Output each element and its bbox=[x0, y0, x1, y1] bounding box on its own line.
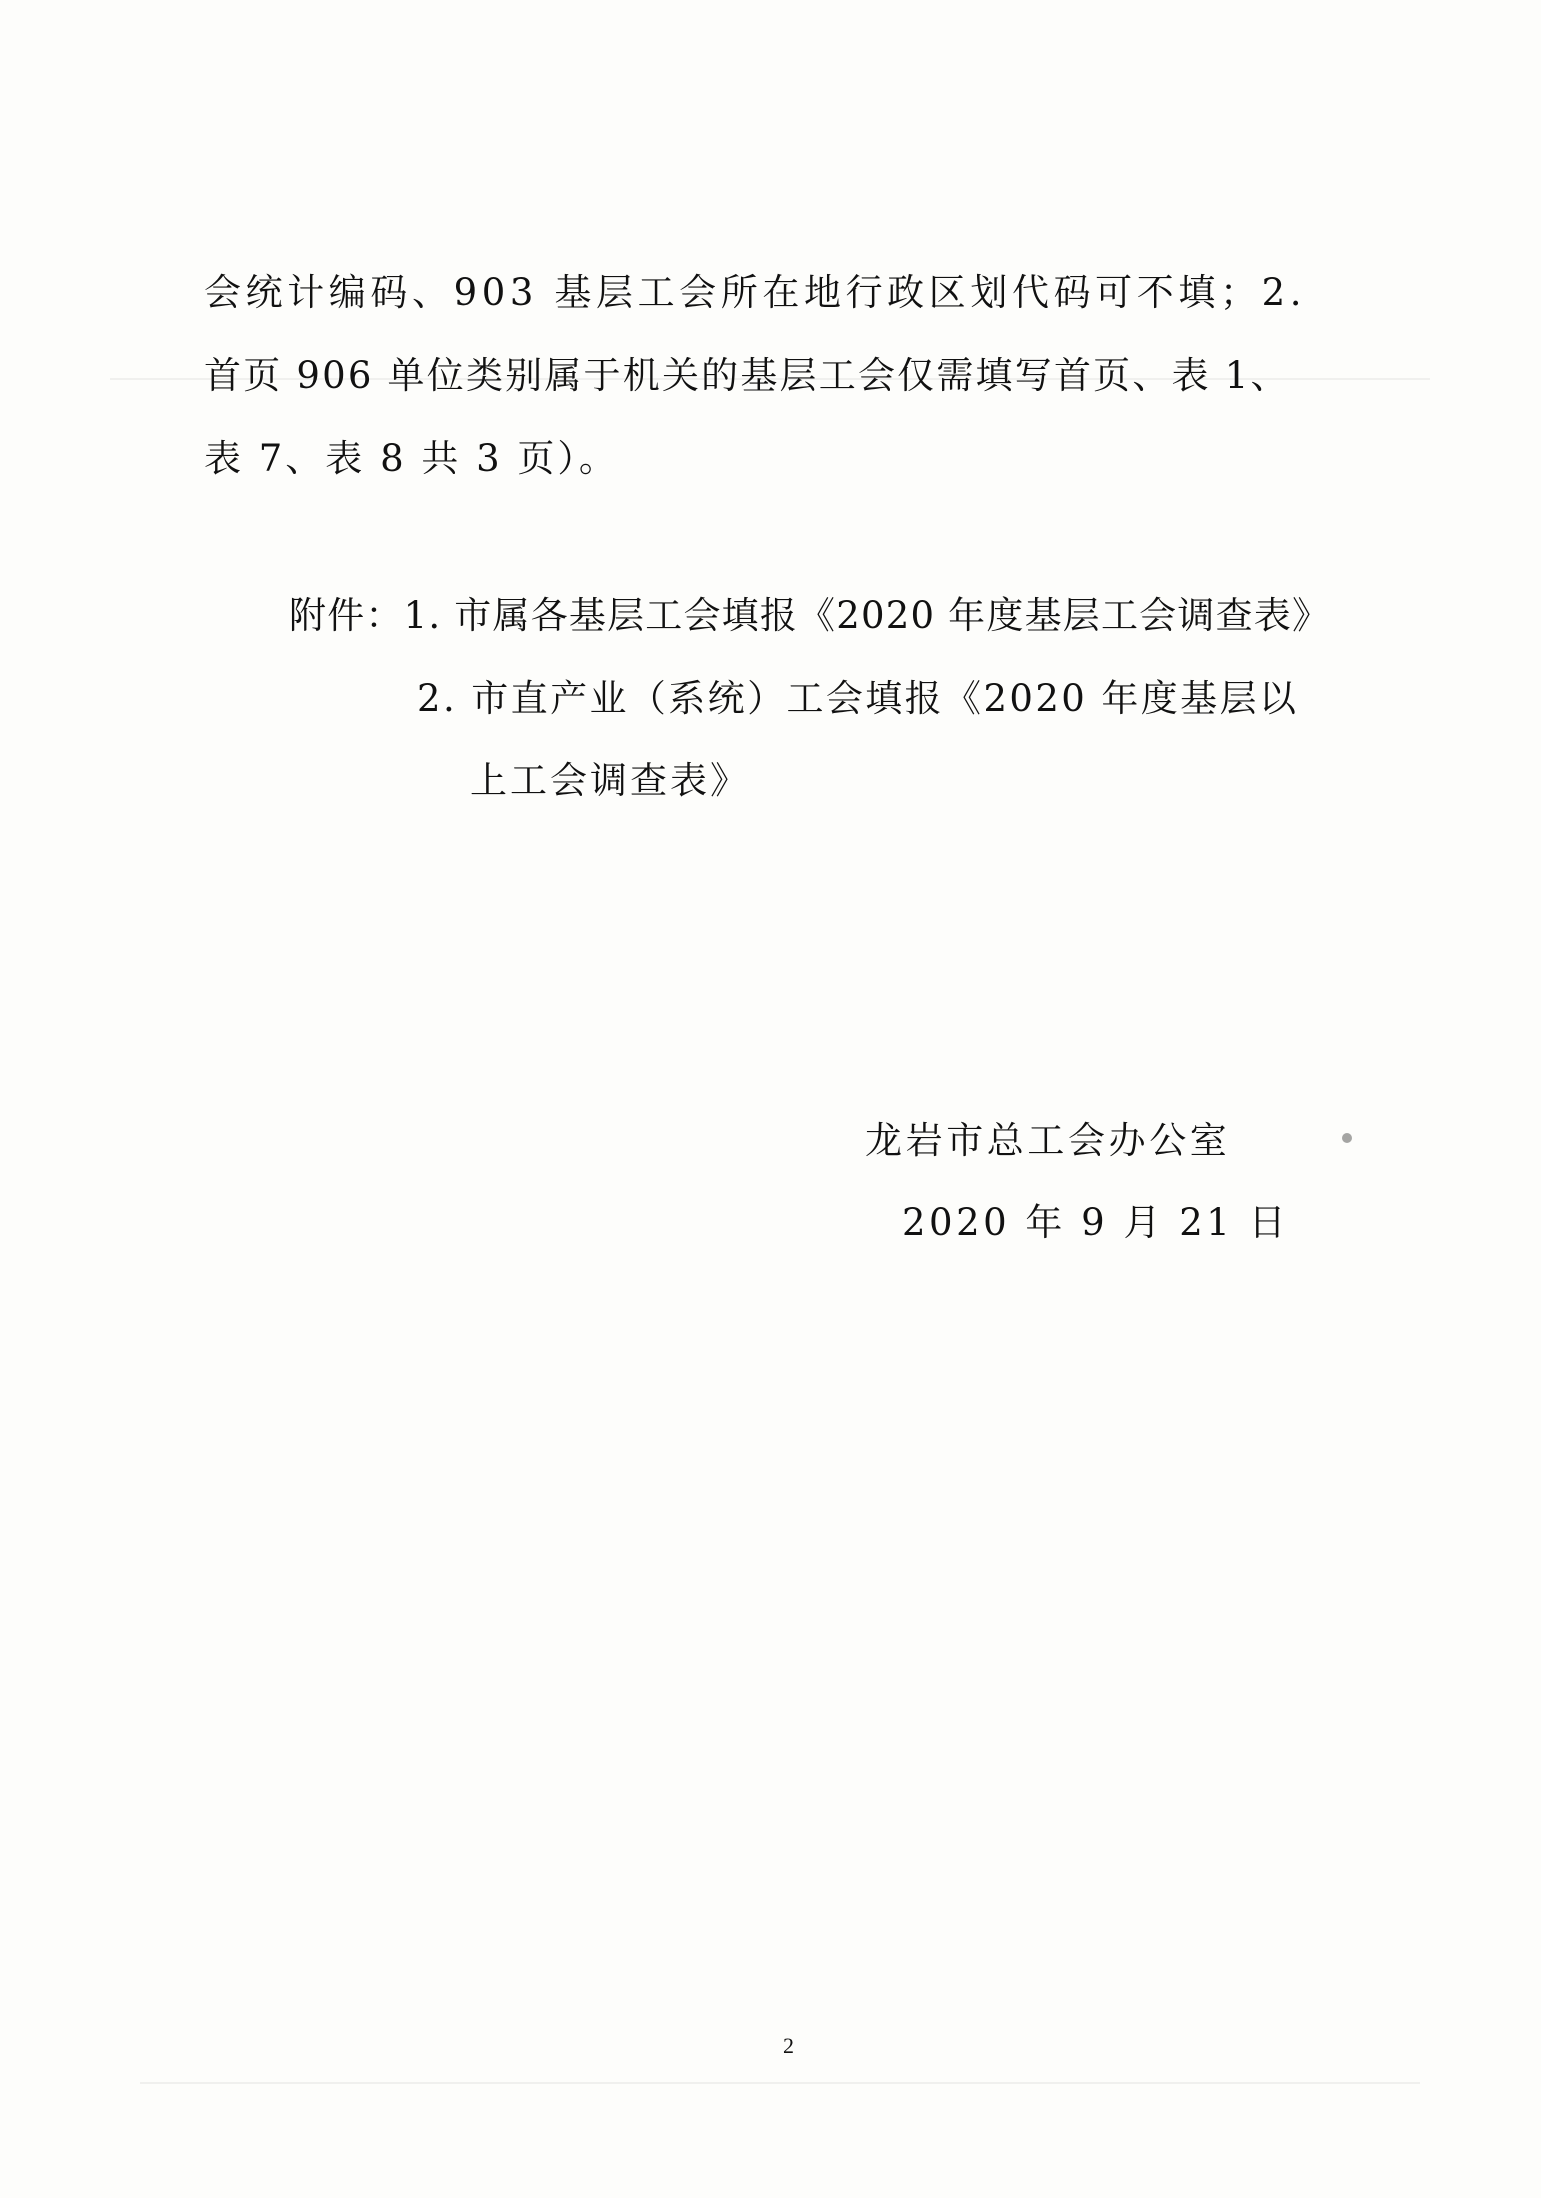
body-paragraph-line: 表 7、表 8 共 3 页）。 bbox=[204, 437, 619, 480]
attachment-item-2: 2. 市直产业（系统）工会填报《2020 年度基层以 bbox=[417, 677, 1299, 720]
signature-date: 2020 年 9 月 21 日 bbox=[902, 1201, 1290, 1244]
scan-artifact bbox=[140, 2082, 1420, 2084]
signature-organization: 龙岩市总工会办公室 bbox=[865, 1119, 1231, 1162]
body-paragraph-line: 首页 906 单位类别属于机关的基层工会仅需填写首页、表 1、 bbox=[204, 354, 1290, 397]
scan-speck bbox=[1342, 1133, 1352, 1143]
attachment-item-2-continued: 上工会调查表》 bbox=[470, 759, 750, 802]
page-number: 2 bbox=[783, 2033, 794, 2058]
attachment-item-1: 附件：1. 市属各基层工会填报《2020 年度基层工会调查表》 bbox=[289, 594, 1331, 637]
body-paragraph-line: 会统计编码、903 基层工会所在地行政区划代码可不填；2. bbox=[204, 271, 1307, 314]
